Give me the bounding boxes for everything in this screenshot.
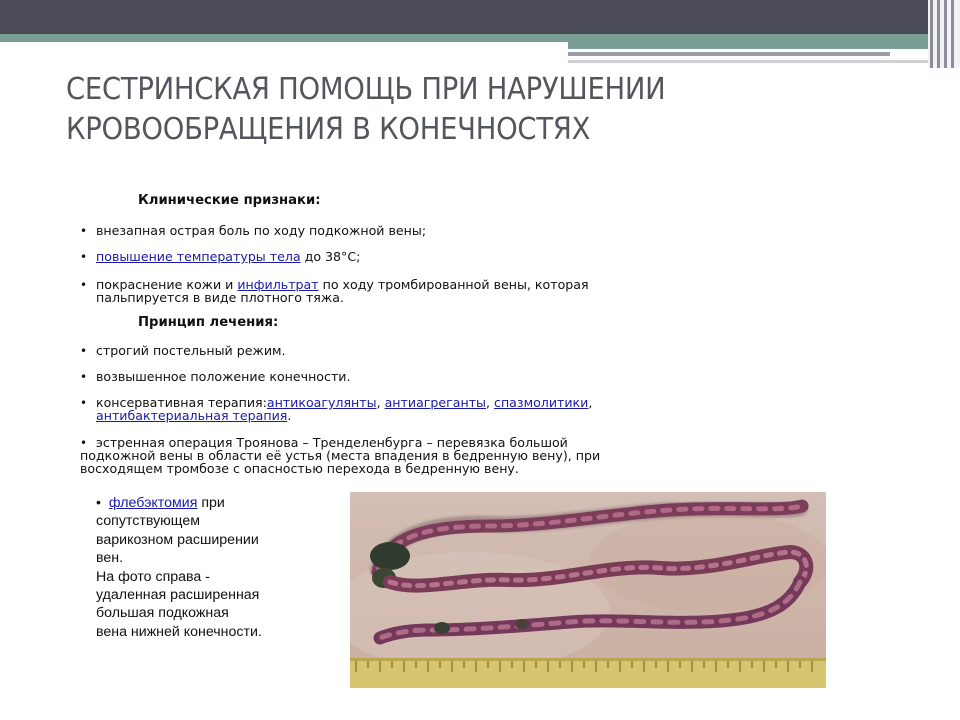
clinical-sign-text: по ходу тромбированной вены, которая: [318, 277, 589, 292]
caption-line: варикозном расширении: [96, 531, 259, 548]
caption-line: вена нижней конечности.: [96, 623, 262, 640]
treatment-text: консервативная терапия:: [96, 395, 267, 410]
bullet-icon: •: [80, 344, 88, 358]
caption-text: при: [197, 495, 225, 511]
bullet-icon: •: [80, 370, 88, 384]
clinical-signs-heading: Клинические признаки:: [138, 193, 321, 208]
clinical-sign-text: до 38°С;: [300, 249, 361, 264]
caption-line: сопутствующем: [96, 513, 200, 530]
treatment-heading: Принцип лечения:: [138, 315, 279, 330]
bullet-icon: •: [80, 436, 88, 450]
caption-line: вен.: [96, 550, 124, 567]
treatment-text: возвышенное положение конечности.: [96, 369, 351, 384]
antibacterial-therapy-link[interactable]: антибактериальная терапия: [96, 408, 288, 423]
bullet-icon: •: [96, 495, 101, 511]
bullet-icon: •: [80, 224, 88, 238]
slide-title: [66, 70, 840, 150]
header-bar-teal-right: [568, 42, 928, 49]
separator: ,: [588, 395, 593, 410]
treatment-text: строгий постельный режим.: [96, 343, 286, 358]
separator: ,: [486, 395, 495, 410]
header-stripes: [928, 0, 960, 68]
caption-line: удаленная расширенная: [96, 587, 260, 604]
separator: .: [287, 408, 292, 423]
treatment-text: подкожной вены в области её устья (места впадения в бедренную вену), при: [80, 448, 601, 463]
antispasmodics-link[interactable]: спазмолитики: [494, 395, 589, 410]
phlebectomy-caption: [96, 494, 346, 641]
infiltrate-link[interactable]: инфильтрат: [237, 277, 319, 292]
header-line-light: [568, 60, 928, 63]
vein-illustration: [350, 492, 826, 688]
clinical-sign-text: пальпируется в виде плотного тяжа.: [96, 290, 344, 305]
clinical-sign-text: внезапная острая боль по ходу подкожной вены;: [96, 223, 427, 238]
removed-vein-photo: [350, 492, 826, 688]
separator: ,: [376, 395, 385, 410]
bullet-icon: •: [80, 396, 88, 410]
bullet-icon: •: [80, 278, 88, 292]
caption-line: На фото справа -: [96, 568, 210, 585]
anticoagulants-link[interactable]: антикоагулянты: [266, 395, 377, 410]
slide-title-line-2: КРОВООБРАЩЕНИЯ В КОНЕЧНОСТЯХ: [66, 112, 591, 147]
caption-line: большая подкожная: [96, 605, 229, 622]
treatment-text: восходящем тромбозе с опасностью перехода в бедренную вену.: [80, 461, 519, 476]
header-line-gray: [568, 52, 890, 56]
header-bar-dark: [0, 0, 928, 34]
treatment-text: эстренная операция Троянова – Тренделенбурга – перевязка большой: [96, 435, 568, 450]
temperature-link[interactable]: повышение температуры тела: [96, 249, 301, 264]
header-bar-teal: [0, 34, 928, 42]
slide-title-line-1: СЕСТРИНСКАЯ ПОМОЩЬ ПРИ НАРУШЕНИИ: [66, 72, 666, 107]
phlebectomy-link[interactable]: флебэктомия: [108, 495, 198, 511]
antiplatelets-link[interactable]: антиагреганты: [384, 395, 486, 410]
bullet-icon: •: [80, 250, 88, 264]
clinical-sign-text: покраснение кожи и: [96, 277, 238, 292]
